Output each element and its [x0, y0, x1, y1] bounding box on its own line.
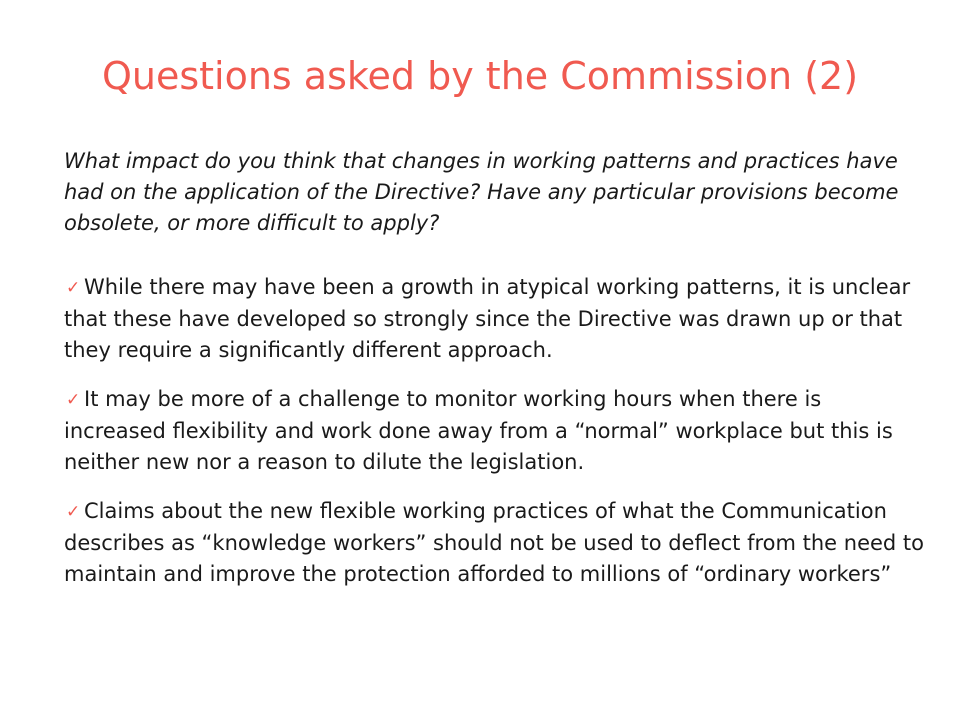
answer-text: While there may have been a growth in atypical working patterns, it is unclear that these have developed so strongly since the Directive was drawn up or that they require a significantly different approach. — [64, 275, 911, 362]
slide-title: Questions asked by the Commission (2) — [101, 54, 859, 98]
check-icon: ✓ — [66, 502, 81, 522]
check-icon: ✓ — [66, 390, 81, 410]
answer-list — [64, 272, 924, 608]
check-icon: ✓ — [66, 278, 81, 298]
answer-item — [64, 272, 924, 366]
question-text: What impact do you think that changes in working patterns and practices have had on the application of the Directive? Have any particular provisions become obsolete, or more difficult to apply? — [64, 149, 899, 235]
answer-text: Claims about the new flexible working practices of what the Communication describes as “knowledge workers” should not be used to deflect from the need to maintain and improve the protection afforded to millions of “ordinary workers” — [64, 499, 925, 586]
answer-item — [64, 496, 924, 590]
answer-item — [64, 384, 924, 478]
answer-text: It may be more of a challenge to monitor working hours when there is increased flexibility and work done away from a “normal” workplace but this is neither new nor a reason to dilute the legislation. — [64, 387, 893, 474]
